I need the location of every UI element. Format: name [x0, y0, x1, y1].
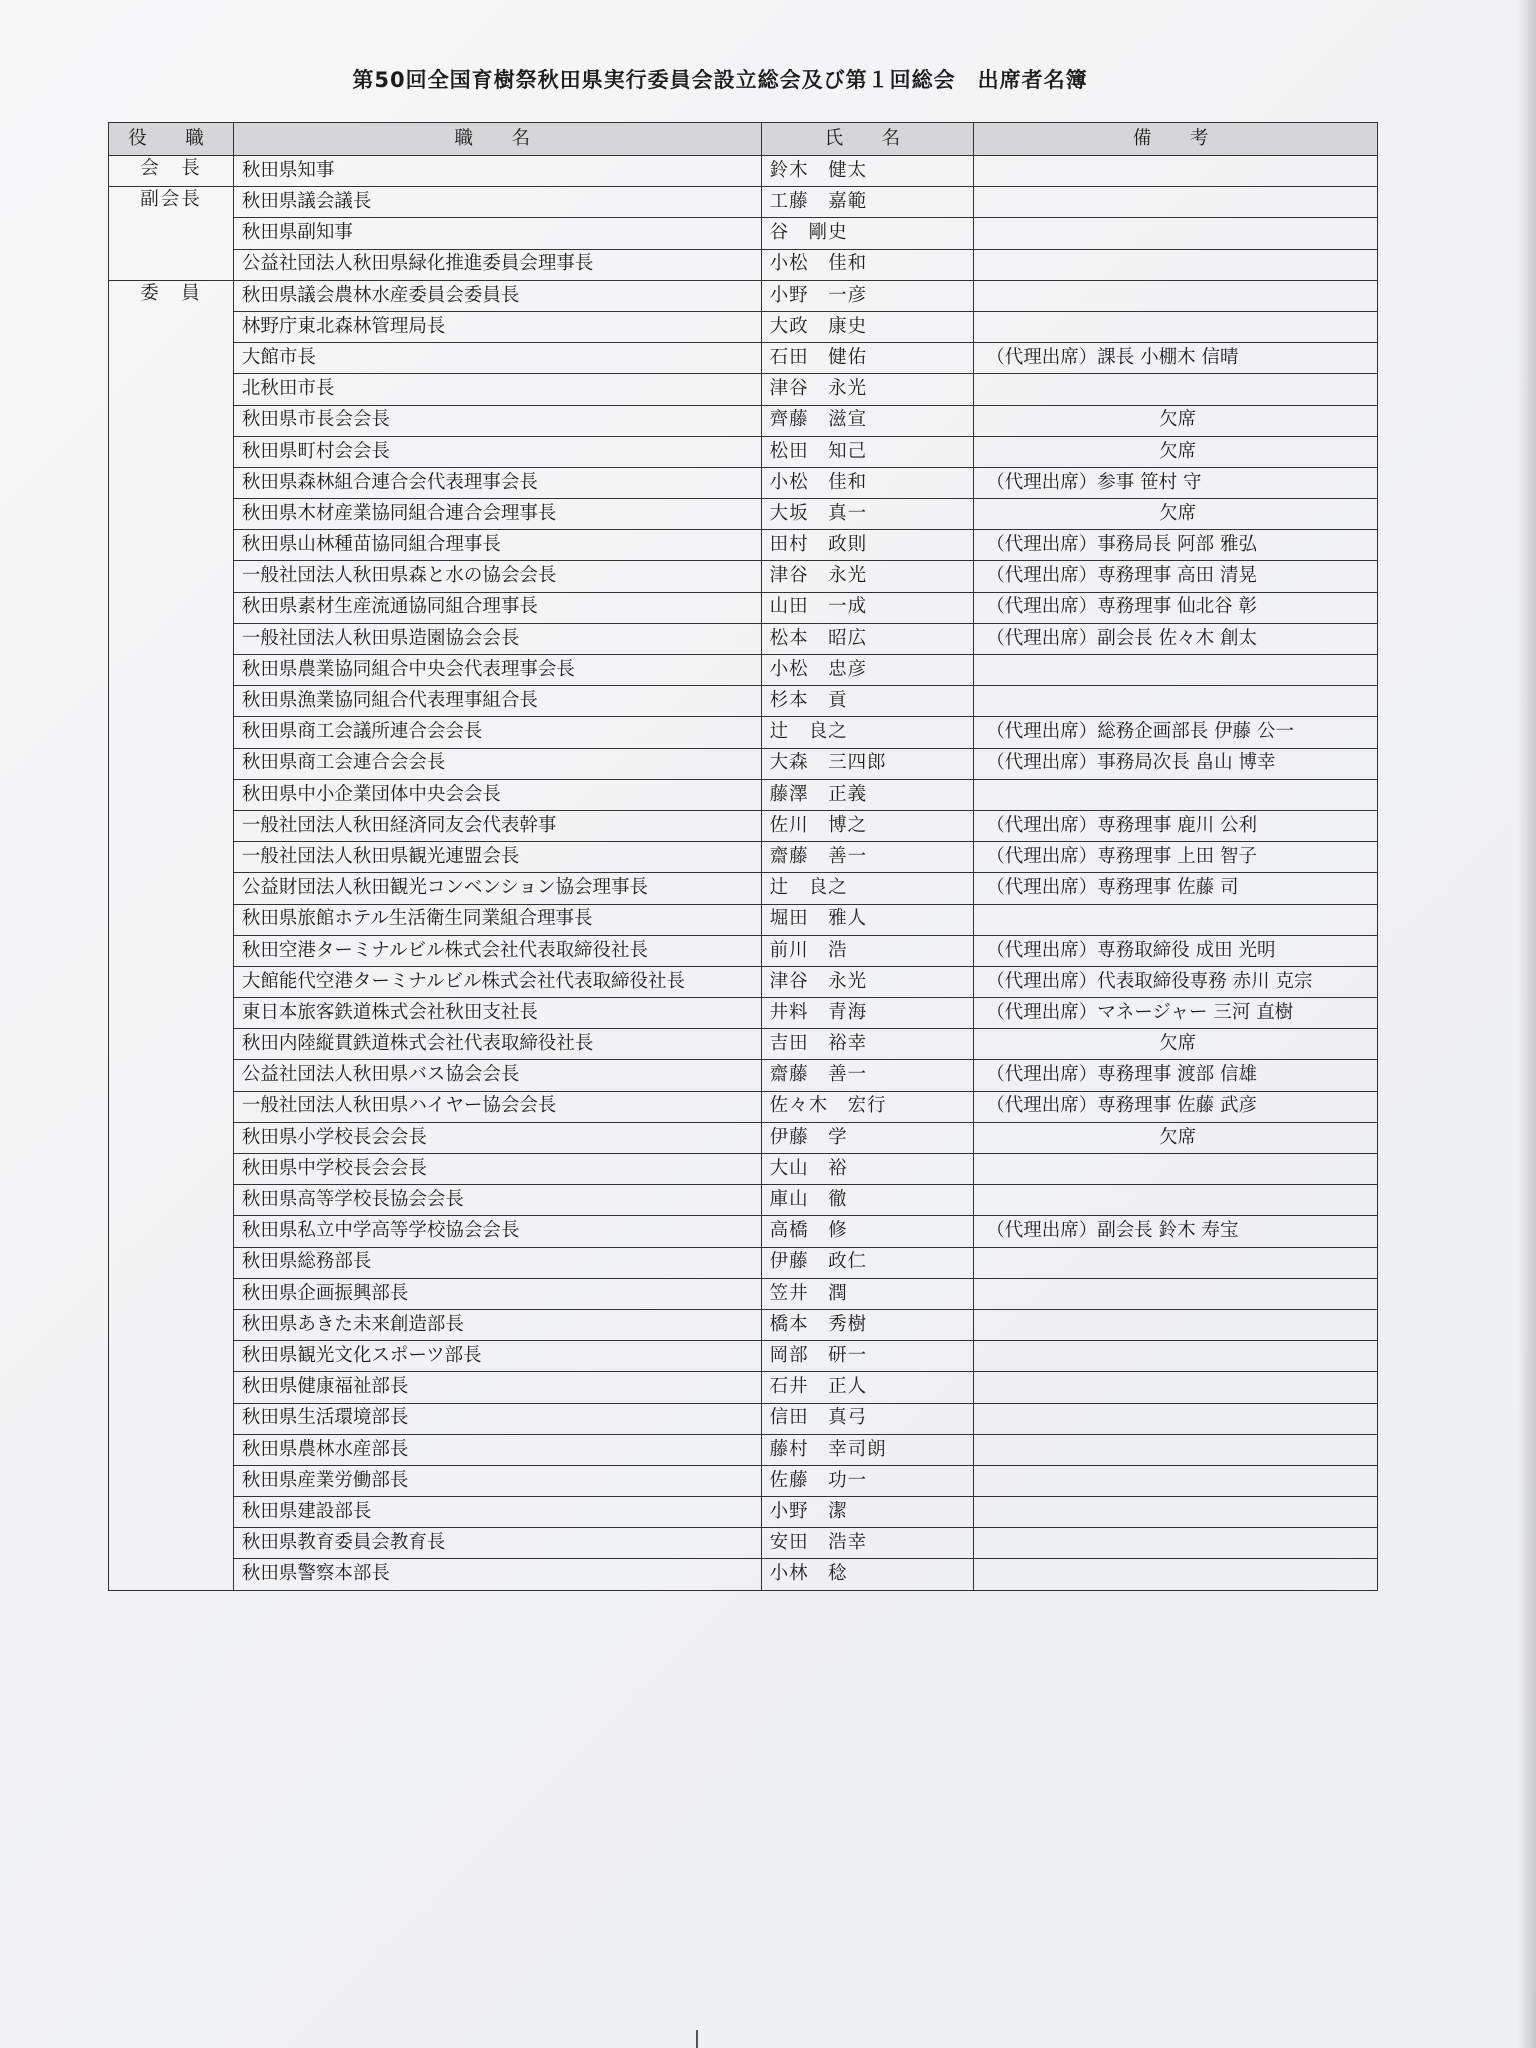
table-row — [109, 1122, 1378, 1153]
table-row — [109, 530, 1378, 561]
name-cell: 高橋 修 — [761, 1216, 974, 1247]
header-title: 職 名 — [233, 123, 761, 156]
name-cell: 藤村 幸司朗 — [761, 1434, 974, 1465]
title-cell: 秋田県総務部長 — [233, 1247, 761, 1278]
table-row — [109, 1060, 1378, 1091]
note-cell — [974, 1278, 1378, 1309]
header-name: 氏 名 — [761, 123, 974, 156]
title-cell: 東日本旅客鉄道株式会社秋田支社長 — [233, 998, 761, 1029]
title-cell: 秋田県素材生産流通協同組合理事長 — [233, 592, 761, 623]
table-row — [109, 717, 1378, 748]
title-cell: 秋田県高等学校長協会会長 — [233, 1185, 761, 1216]
title-cell: 秋田空港ターミナルビル株式会社代表取締役社長 — [233, 935, 761, 966]
table-row — [109, 748, 1378, 779]
note-cell: 欠席 — [974, 499, 1378, 530]
note-cell — [974, 1341, 1378, 1372]
name-cell: 笠井 潤 — [761, 1278, 974, 1309]
title-cell: 秋田県漁業協同組合代表理事組合長 — [233, 686, 761, 717]
title-cell: 大館能代空港ターミナルビル株式会社代表取締役社長 — [233, 966, 761, 997]
note-cell: （代理出席）課長 小棚木 信晴 — [974, 343, 1378, 374]
table-row — [109, 1465, 1378, 1496]
table-row — [109, 561, 1378, 592]
name-cell: 小林 稔 — [761, 1559, 974, 1590]
title-cell: 一般社団法人秋田県造園協会会長 — [233, 623, 761, 654]
title-cell: 秋田県商工会連合会会長 — [233, 748, 761, 779]
note-cell — [974, 1154, 1378, 1185]
note-cell — [974, 1309, 1378, 1340]
name-cell: 佐藤 功一 — [761, 1465, 974, 1496]
attendee-table — [108, 122, 1378, 1591]
name-cell: 辻 良之 — [761, 873, 974, 904]
title-cell: 秋田県商工会議所連合会会長 — [233, 717, 761, 748]
name-cell: 佐々木 宏行 — [761, 1091, 974, 1122]
name-cell: 小野 一彦 — [761, 280, 974, 311]
table-row — [109, 436, 1378, 467]
page-mark — [696, 2030, 698, 2048]
title-cell: 秋田県中学校長会会長 — [233, 1154, 761, 1185]
name-cell: 杉本 貢 — [761, 686, 974, 717]
name-cell: 岡部 研一 — [761, 1341, 974, 1372]
role-cell: 委 員 — [109, 280, 234, 1590]
note-cell: （代理出席）マネージャー 三河 直樹 — [974, 998, 1378, 1029]
table-row — [109, 1497, 1378, 1528]
note-cell: （代理出席）副会長 佐々木 創太 — [974, 623, 1378, 654]
table-row — [109, 405, 1378, 436]
note-cell: （代理出席）代表取締役専務 赤川 克宗 — [974, 966, 1378, 997]
name-cell: 大坂 真一 — [761, 499, 974, 530]
title-cell: 秋田県企画振興部長 — [233, 1278, 761, 1309]
name-cell: 津谷 永光 — [761, 374, 974, 405]
title-cell: 大館市長 — [233, 343, 761, 374]
role-cell: 会 長 — [109, 156, 234, 187]
note-cell: 欠席 — [974, 1029, 1378, 1060]
table-row — [109, 1247, 1378, 1278]
note-cell — [974, 686, 1378, 717]
table-row — [109, 499, 1378, 530]
note-cell — [974, 779, 1378, 810]
note-cell: （代理出席）参事 笹村 守 — [974, 467, 1378, 498]
name-cell: 藤澤 正義 — [761, 779, 974, 810]
name-cell: 大森 三四郎 — [761, 748, 974, 779]
title-cell: 秋田県知事 — [233, 156, 761, 187]
title-cell: 秋田県山林種苗協同組合理事長 — [233, 530, 761, 561]
name-cell: 伊藤 学 — [761, 1122, 974, 1153]
name-cell: 大政 康史 — [761, 311, 974, 342]
header-note: 備 考 — [974, 123, 1378, 156]
note-cell: 欠席 — [974, 405, 1378, 436]
table-row — [109, 311, 1378, 342]
title-cell: 秋田県建設部長 — [233, 1497, 761, 1528]
table-body — [109, 156, 1378, 1591]
name-cell: 津谷 永光 — [761, 966, 974, 997]
note-cell: （代理出席）専務理事 佐藤 武彦 — [974, 1091, 1378, 1122]
note-cell — [974, 655, 1378, 686]
table-row — [109, 966, 1378, 997]
table-row — [109, 1528, 1378, 1559]
table-row — [109, 873, 1378, 904]
title-cell: 秋田県議会農林水産委員会委員長 — [233, 280, 761, 311]
name-cell: 安田 浩幸 — [761, 1528, 974, 1559]
name-cell: 小松 忠彦 — [761, 655, 974, 686]
note-cell — [974, 904, 1378, 935]
title-cell: 一般社団法人秋田県森と水の協会会長 — [233, 561, 761, 592]
name-cell: 石田 健佑 — [761, 343, 974, 374]
note-cell: （代理出席）専務取締役 成田 光明 — [974, 935, 1378, 966]
name-cell: 齋藤 善一 — [761, 1060, 974, 1091]
table-row — [109, 842, 1378, 873]
name-cell: 信田 真弓 — [761, 1403, 974, 1434]
name-cell: 井料 青海 — [761, 998, 974, 1029]
name-cell: 堀田 雅人 — [761, 904, 974, 935]
table-row — [109, 1309, 1378, 1340]
header-role: 役 職 — [109, 123, 234, 156]
table-row — [109, 935, 1378, 966]
title-cell: 秋田県市長会会長 — [233, 405, 761, 436]
title-cell: 秋田県議会議長 — [233, 187, 761, 218]
note-cell: （代理出席）専務理事 渡部 信雄 — [974, 1060, 1378, 1091]
document-title — [0, 64, 1440, 94]
name-cell: 松本 昭広 — [761, 623, 974, 654]
table-row — [109, 1091, 1378, 1122]
title-cell: 秋田県農林水産部長 — [233, 1434, 761, 1465]
name-cell: 工藤 嘉範 — [761, 187, 974, 218]
name-cell: 辻 良之 — [761, 717, 974, 748]
note-cell: 欠席 — [974, 436, 1378, 467]
title-cell: 秋田県あきた未来創造部長 — [233, 1309, 761, 1340]
note-cell: （代理出席）専務理事 高田 清晃 — [974, 561, 1378, 592]
table-row — [109, 686, 1378, 717]
note-cell — [974, 1185, 1378, 1216]
note-cell — [974, 249, 1378, 280]
note-cell — [974, 280, 1378, 311]
table-row — [109, 655, 1378, 686]
document-title-text: 第50回全国育樹祭秋田県実行委員会設立総会及び第１回総会 出席者名簿 — [352, 68, 1088, 92]
note-cell: （代理出席）事務局長 阿部 雅弘 — [974, 530, 1378, 561]
title-cell: 秋田県生活環境部長 — [233, 1403, 761, 1434]
name-cell: 小松 佳和 — [761, 249, 974, 280]
name-cell: 橋本 秀樹 — [761, 1309, 974, 1340]
note-cell: （代理出席）総務企画部長 伊藤 公一 — [974, 717, 1378, 748]
table-row — [109, 249, 1378, 280]
note-cell — [974, 156, 1378, 187]
name-cell: 谷 剛史 — [761, 218, 974, 249]
title-cell: 公益財団法人秋田観光コンベンション協会理事長 — [233, 873, 761, 904]
title-cell: 秋田県副知事 — [233, 218, 761, 249]
table-row — [109, 592, 1378, 623]
note-cell — [974, 1372, 1378, 1403]
title-cell: 秋田県小学校長会会長 — [233, 1122, 761, 1153]
title-cell: 一般社団法人秋田県ハイヤー協会会長 — [233, 1091, 761, 1122]
table-row — [109, 810, 1378, 841]
table-row — [109, 1434, 1378, 1465]
title-cell: 秋田県町村会会長 — [233, 436, 761, 467]
table-row — [109, 467, 1378, 498]
table-header — [109, 123, 1378, 156]
note-cell: （代理出席）事務局次長 畠山 博幸 — [974, 748, 1378, 779]
table-row — [109, 779, 1378, 810]
table-row — [109, 1403, 1378, 1434]
note-cell — [974, 1559, 1378, 1590]
title-cell: 秋田県木材産業協同組合連合会理事長 — [233, 499, 761, 530]
table-row — [109, 187, 1378, 218]
table-row — [109, 1278, 1378, 1309]
role-cell: 副会長 — [109, 187, 234, 281]
note-cell: （代理出席）専務理事 上田 智子 — [974, 842, 1378, 873]
name-cell: 山田 一成 — [761, 592, 974, 623]
table-row — [109, 374, 1378, 405]
table-row — [109, 1185, 1378, 1216]
table-row — [109, 1341, 1378, 1372]
note-cell — [974, 1528, 1378, 1559]
note-cell: （代理出席）専務理事 佐藤 司 — [974, 873, 1378, 904]
note-cell — [974, 311, 1378, 342]
table-row — [109, 623, 1378, 654]
title-cell: 公益社団法人秋田県バス協会会長 — [233, 1060, 761, 1091]
table-row — [109, 280, 1378, 311]
name-cell: 伊藤 政仁 — [761, 1247, 974, 1278]
title-cell: 一般社団法人秋田県観光連盟会長 — [233, 842, 761, 873]
title-cell: 秋田県健康福祉部長 — [233, 1372, 761, 1403]
table-row — [109, 1216, 1378, 1247]
name-cell: 鈴木 健太 — [761, 156, 974, 187]
table-row — [109, 1559, 1378, 1590]
name-cell: 石井 正人 — [761, 1372, 974, 1403]
title-cell: 秋田県私立中学高等学校協会会長 — [233, 1216, 761, 1247]
name-cell: 津谷 永光 — [761, 561, 974, 592]
header-row — [109, 123, 1378, 156]
table-row — [109, 343, 1378, 374]
note-cell — [974, 1497, 1378, 1528]
name-cell: 佐川 博之 — [761, 810, 974, 841]
note-cell — [974, 1247, 1378, 1278]
note-cell — [974, 1403, 1378, 1434]
title-cell: 秋田内陸縦貫鉄道株式会社代表取締役社長 — [233, 1029, 761, 1060]
name-cell: 庫山 徹 — [761, 1185, 974, 1216]
name-cell: 田村 政則 — [761, 530, 974, 561]
title-cell: 公益社団法人秋田県緑化推進委員会理事長 — [233, 249, 761, 280]
table-row — [109, 998, 1378, 1029]
name-cell: 松田 知己 — [761, 436, 974, 467]
title-cell: 秋田県中小企業団体中央会会長 — [233, 779, 761, 810]
name-cell: 小松 佳和 — [761, 467, 974, 498]
table-row — [109, 156, 1378, 187]
note-cell — [974, 1465, 1378, 1496]
note-cell: （代理出席）専務理事 鹿川 公利 — [974, 810, 1378, 841]
note-cell — [974, 1434, 1378, 1465]
note-cell: （代理出席）副会長 鈴木 寿宝 — [974, 1216, 1378, 1247]
table-row — [109, 1154, 1378, 1185]
title-cell: 秋田県旅館ホテル生活衛生同業組合理事長 — [233, 904, 761, 935]
name-cell: 小野 潔 — [761, 1497, 974, 1528]
name-cell: 齊藤 滋宣 — [761, 405, 974, 436]
table-row — [109, 218, 1378, 249]
title-cell: 秋田県農業協同組合中央会代表理事会長 — [233, 655, 761, 686]
title-cell: 秋田県警察本部長 — [233, 1559, 761, 1590]
name-cell: 前川 浩 — [761, 935, 974, 966]
table-row — [109, 904, 1378, 935]
title-cell: 秋田県教育委員会教育長 — [233, 1528, 761, 1559]
note-cell: 欠席 — [974, 1122, 1378, 1153]
title-cell: 秋田県産業労働部長 — [233, 1465, 761, 1496]
note-cell — [974, 218, 1378, 249]
table-row — [109, 1372, 1378, 1403]
name-cell: 齋藤 善一 — [761, 842, 974, 873]
note-cell — [974, 374, 1378, 405]
name-cell: 大山 裕 — [761, 1154, 974, 1185]
note-cell — [974, 187, 1378, 218]
note-cell: （代理出席）専務理事 仙北谷 彰 — [974, 592, 1378, 623]
name-cell: 吉田 裕幸 — [761, 1029, 974, 1060]
table-row — [109, 1029, 1378, 1060]
title-cell: 北秋田市長 — [233, 374, 761, 405]
title-cell: 林野庁東北森林管理局長 — [233, 311, 761, 342]
title-cell: 秋田県森林組合連合会代表理事会長 — [233, 467, 761, 498]
title-cell: 秋田県観光文化スポーツ部長 — [233, 1341, 761, 1372]
title-cell: 一般社団法人秋田経済同友会代表幹事 — [233, 810, 761, 841]
paper-edge-shadow — [1518, 0, 1536, 2048]
